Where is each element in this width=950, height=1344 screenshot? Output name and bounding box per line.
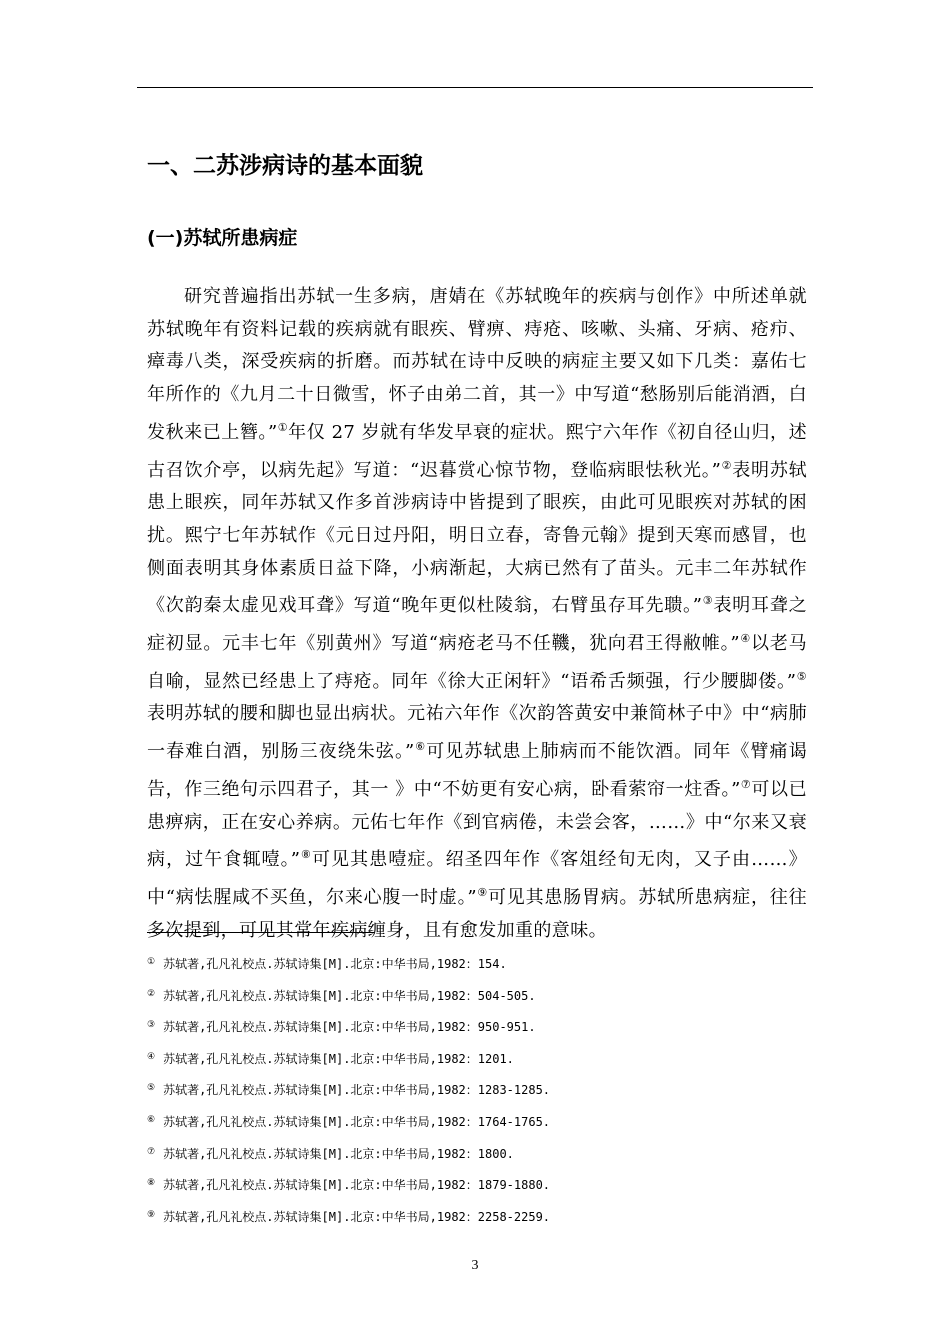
- footnote-mark: ⑧: [147, 1178, 156, 1189]
- header-rule: [137, 87, 813, 88]
- footnote-text: 苏轼著,孔凡礼校点.苏轼诗集[M].北京:中华书局,1982：1764-1765.: [163, 1114, 551, 1129]
- body-text-run: 可见其患肠胃病。苏轼所患病症，往往多次提到，可见其常年疾病缠身，且有愈发加重的意味。: [147, 886, 807, 941]
- footnote-item: [147, 950, 807, 982]
- footnote-reference: ①: [277, 420, 289, 434]
- footnote-item: [147, 1108, 807, 1140]
- footnote-reference: ②: [721, 458, 733, 472]
- body-text-run: 以老马自喻，显然已经患上了痔疮。同年《徐大正闲轩》“语希舌频强，行少腰脚偻。”: [147, 633, 808, 692]
- footnote-text: 苏轼著,孔凡礼校点.苏轼诗集[M].北京:中华书局,1982：1800.: [163, 1146, 514, 1161]
- footnote-reference: ⑥: [414, 740, 427, 754]
- section-heading: 一、二苏涉病诗的基本面貌: [147, 153, 423, 179]
- footnote-text: 苏轼著,孔凡礼校点.苏轼诗集[M].北京:中华书局,1982：504-505.: [163, 988, 536, 1003]
- body-text-run: 可见其患噎症。绍圣四年作《客俎经旬无肉，又子由……》中“病怯腥咸不买鱼，尔来心腹一时虚。”: [147, 849, 807, 908]
- footnote-text: 苏轼著,孔凡礼校点.苏轼诗集[M].北京:中华书局,1982：950-951.: [163, 1020, 536, 1035]
- subsection-heading: (一)苏轼所患病症: [147, 227, 298, 249]
- body-text-run: 表明苏轼患上眼疾，同年苏轼又作多首涉病诗中皆提到了眼疾，由此可见眼疾对苏轼的困扰。熙宁七年苏轼作《元日过丹阳，明日立春，寄鲁元翰》提到天寒而感冒，也侧面表明其身体素质日益下降，小病渐起，大病已然有了苗头。元丰二年苏轼作《次韵秦太虚见戏耳聋》写道“晚年更似杜陵翁，右臂虽存耳先聩。”: [147, 459, 808, 617]
- footnote-mark: ③: [147, 1020, 156, 1031]
- footnote-mark: ②: [147, 988, 156, 999]
- footnote-reference: ④: [739, 632, 752, 646]
- footnote-item: [147, 1203, 807, 1235]
- body-text-run: 可以已患痹病，正在安心养病。元佑七年作《到官病倦，未尝会客，……》中“尔来又衰病，过午食辄噎。”: [147, 778, 807, 871]
- footnote-item: [147, 1171, 807, 1203]
- body-text-run: 表明苏轼的腰和脚也显出病状。元祐六年作《次韵答黄安中兼简林子中》中“病肺一春难白酒，别肠三夜绕朱弦。”: [147, 703, 807, 763]
- footnote-item: [147, 1045, 807, 1077]
- footnote-list: [147, 950, 807, 1234]
- footnote-text: 苏轼著,孔凡礼校点.苏轼诗集[M].北京:中华书局,1982：1879-1880.: [163, 1178, 551, 1193]
- footnote-reference: ⑧: [300, 848, 312, 862]
- footnote-mark: ⑤: [147, 1083, 156, 1094]
- footnote-reference: ③: [702, 594, 714, 608]
- footnote-text: 苏轼著,孔凡礼校点.苏轼诗集[M].北京:中华书局,1982：154.: [163, 957, 507, 971]
- page-number: 3: [471, 1258, 479, 1273]
- footnote-mark: ⑥: [147, 1114, 156, 1125]
- footnote-text: 苏轼著,孔凡礼校点.苏轼诗集[M].北京:中华书局,1982：1201.: [163, 1051, 514, 1066]
- footnote-mark: ①: [147, 957, 156, 967]
- footnote-mark: ⑦: [147, 1146, 156, 1157]
- footnote-item: [147, 982, 807, 1014]
- footnote-reference: ⑦: [740, 777, 752, 791]
- footnote-mark: ④: [147, 1051, 156, 1062]
- footnote-item: [147, 1013, 807, 1045]
- footnote-reference: ⑨: [476, 885, 489, 899]
- footnote-text: 苏轼著,孔凡礼校点.苏轼诗集[M].北京:中华书局,1982：1283-1285.: [163, 1083, 551, 1098]
- footnote-reference: ⑤: [796, 669, 807, 683]
- body-text-run: 表明耳聋之症初显。元丰七年《别黄州》写道“病疮老马不任鞿，犹向君王得敝帷。”: [147, 595, 807, 655]
- body-text-run: 年仅 27 岁就有华发早衰的症状。熙宁六年作《初自径山归，述古召饮介亭，以病先起》写道：“迟暮赏心惊节物，登临病眼怯秋光。”: [147, 421, 807, 481]
- footnote-text: 苏轼著,孔凡礼校点.苏轼诗集[M].北京:中华书局,1982：2258-2259.: [163, 1209, 551, 1224]
- footnote-item: [147, 1076, 807, 1108]
- footnote-item: [147, 1140, 807, 1172]
- footnote-mark: ⑨: [147, 1209, 156, 1220]
- body-text-run: 研究普遍指出苏轼一生多病，唐婧在《苏轼晚年的疾病与创作》中所述单就苏轼晚年有资料记载的疾病就有眼疾、臂痹、痔疮、咳嗽、头痛、牙病、疮疖、瘴毒八类，深受疾病的折磨。而苏轼在诗中反映的病症主要又如下几类：嘉佑七年所作的《九月二十日微雪，怀子由弟二首，其一》中写道“愁肠别后能消酒，白发秋来已上簪。”: [147, 286, 807, 443]
- body-text-run: 可见苏轼患上肺病而不能饮酒。同年《臂痛谒告，作三绝句示四君子，其一 》中“不妨更有安心病，卧看萦帘一炷香。”: [147, 741, 808, 800]
- footnote-separator: [147, 932, 374, 933]
- body-paragraph: [147, 281, 807, 947]
